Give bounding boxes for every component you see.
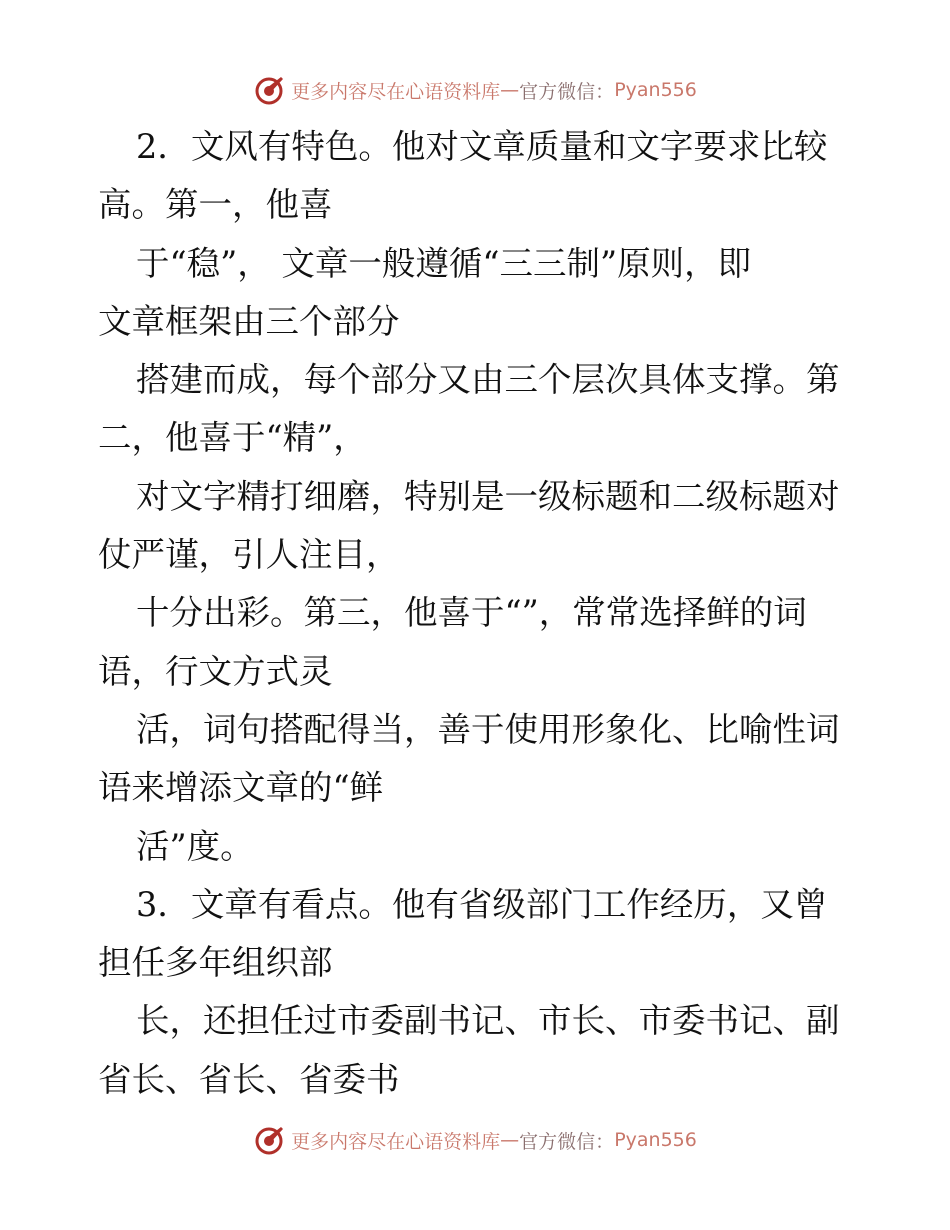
body-line: 活，词句搭配得当，善于使用形象化、比喻性词 xyxy=(136,709,840,749)
body-line: 仗严谨，引人注目， xyxy=(98,535,400,575)
banner-dash: — xyxy=(500,1129,520,1151)
body-line: 十分出彩。第三，他喜于“”，常常选择鲜的词 xyxy=(136,593,807,633)
body-line: 担任多年组织部 xyxy=(98,943,333,983)
body-line: 高。第一，他喜 xyxy=(98,185,333,225)
banner-dash: — xyxy=(500,79,520,101)
body-line: 对文字精打细磨，特别是一级标题和二级标题对 xyxy=(136,476,840,516)
body-line: 长，还担任过市委副书记、市长、市委书记、副 xyxy=(136,1001,840,1041)
document-body xyxy=(98,118,858,1109)
banner-sub-text: 官方微信： xyxy=(519,1130,615,1153)
body-line: 语，行文方式灵 xyxy=(98,651,333,691)
body-line: 2．文风有特色。他对文章质量和文字要求比较 xyxy=(136,127,828,166)
banner-wechat-id: Pyan556 xyxy=(614,79,697,101)
banner-main-text: 更多内容尽在心语资料库 xyxy=(291,1130,501,1153)
banner-wechat-id: Pyan556 xyxy=(614,1129,697,1151)
body-line: 搭建而成，每个部分又由三个层次具体支撑。第 xyxy=(136,360,840,400)
body-line: 于“稳”， 文章一般遵循“三三制”原则，即 xyxy=(136,243,752,283)
body-line: 语来增添文章的“鲜 xyxy=(98,768,384,808)
header-banner xyxy=(0,70,950,110)
body-line: 活”度。 xyxy=(136,826,254,866)
banner-sub-text: 官方微信： xyxy=(519,80,615,103)
body-line: 文章框架由三个部分 xyxy=(98,301,400,341)
banner-main-text: 更多内容尽在心语资料库 xyxy=(291,80,501,103)
body-line: 省长、省长、省委书 xyxy=(98,1059,400,1099)
body-line: 二，他喜于“精”， xyxy=(98,418,367,458)
footer-banner xyxy=(0,1120,950,1160)
pen-logo-icon xyxy=(253,74,285,106)
body-line: 3．文章有看点。他有省级部门工作经历，又曾 xyxy=(136,884,828,924)
pen-logo-icon xyxy=(253,1124,285,1156)
